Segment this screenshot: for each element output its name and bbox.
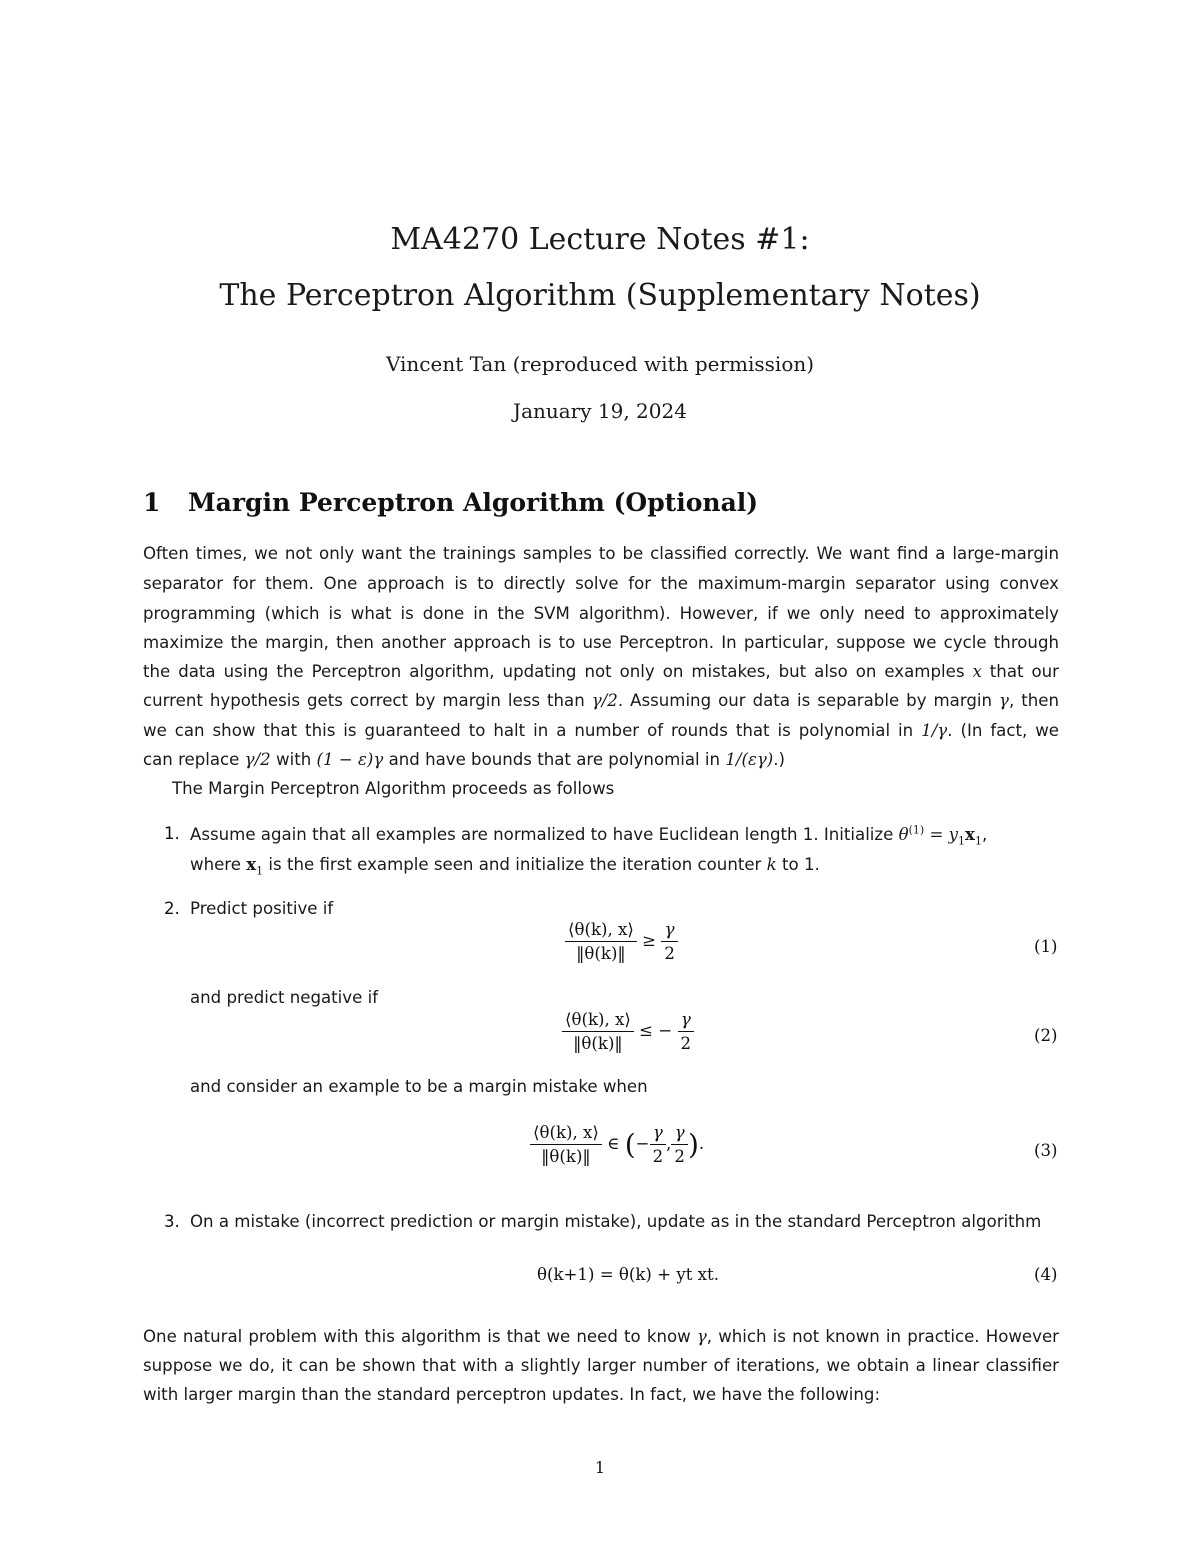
paragraph-line: separator for them. One approach is to directly solve for the maximum-margin separator using convex (143, 574, 1059, 593)
equation-number: (3) (1034, 1141, 1058, 1160)
equation-2: $\frac{⟨\theta(k), x⟩}{‖\theta(k)‖}$ ≤ − $\frac{\gamma}{2}$ (562, 1010, 694, 1053)
step-text: On a mistake (incorrect prediction or margin mistake), update as in the standard Perceptron algorithm (190, 1212, 1042, 1231)
step-line: where $x_1$ is the first example seen and initialize the iteration counter k to 1. (190, 854, 820, 878)
paragraph-line: current hypothesis gets correct by margin less than γ/2. Assuming our data is separable by margin γ, then (143, 691, 1059, 710)
paragraph-line: we can show that this is guaranteed to halt in a number of rounds that is polynomial in 1/γ. (In fact, we (143, 721, 1059, 740)
equation-number: (2) (1034, 1026, 1058, 1045)
paragraph-line: maximize the margin, then another approach is to use Perceptron. In particular, suppose we cycle through (143, 633, 1059, 652)
intro-line: The Margin Perceptron Algorithm proceeds as follows (172, 779, 615, 798)
paragraph-line: programming (which is what is done in the SVM algorithm). However, if we only need to approximately (143, 604, 1059, 623)
title-line-1: MA4270 Lecture Notes #1: (390, 222, 810, 257)
author: Vincent Tan (reproduced with permission) (385, 352, 815, 376)
section-title: Margin Perceptron Algorithm (Optional) (188, 488, 759, 517)
equation-number: (1) (1034, 937, 1058, 956)
step-number: 1. (164, 824, 180, 843)
title-line-2: The Perceptron Algorithm (Supplementary Notes) (219, 278, 981, 313)
step-text: Predict positive if (190, 899, 334, 918)
paragraph-line: Often times, we not only want the trainings samples to be classified correctly. We want find a large-margin (143, 544, 1059, 563)
section-number: 1 (143, 488, 161, 517)
step-text: and consider an example to be a margin mistake when (190, 1077, 648, 1096)
step-line: Assume again that all examples are normalized to have Euclidean length 1. Initialize $\theta^{(1)} = y_1x_1$, (190, 823, 988, 848)
paragraph-line: the data using the Perceptron algorithm, updating not only on mistakes, but also on examples x that our (143, 662, 1059, 681)
step-number: 3. (164, 1212, 180, 1231)
section-heading (143, 488, 758, 517)
equation-1: $\frac{⟨\theta(k), x⟩}{‖\theta(k)‖}$ ≥ $\frac{\gamma}{2}$ (565, 920, 678, 963)
step-number: 2. (164, 899, 180, 918)
paragraph-line: can replace γ/2 with (1 − ε)γ and have bounds that are polynomial in 1/(εγ).) (143, 750, 785, 769)
step-text: and predict negative if (190, 988, 379, 1007)
paragraph-line: with larger margin than the standard perceptron updates. In fact, we have the following: (143, 1385, 881, 1404)
paragraph-line: suppose we do, it can be shown that with a slightly larger number of iterations, we obtain a linear classifier (143, 1356, 1059, 1375)
equation-number: (4) (1034, 1265, 1058, 1284)
page-number: 1 (594, 1458, 606, 1477)
equation-3: $\frac{⟨\theta(k), x⟩}{‖\theta(k)‖}$ ∈ (− $\frac{\gamma}{2}$ , $\frac{\gamma}{2}$ ). (530, 1123, 704, 1166)
date: January 19, 2024 (513, 399, 687, 423)
paragraph-line: One natural problem with this algorithm is that we need to know γ, which is not known in practice. However (143, 1327, 1059, 1346)
equation-4: θ(k+1) = θ(k) + yt xt. (537, 1265, 719, 1284)
